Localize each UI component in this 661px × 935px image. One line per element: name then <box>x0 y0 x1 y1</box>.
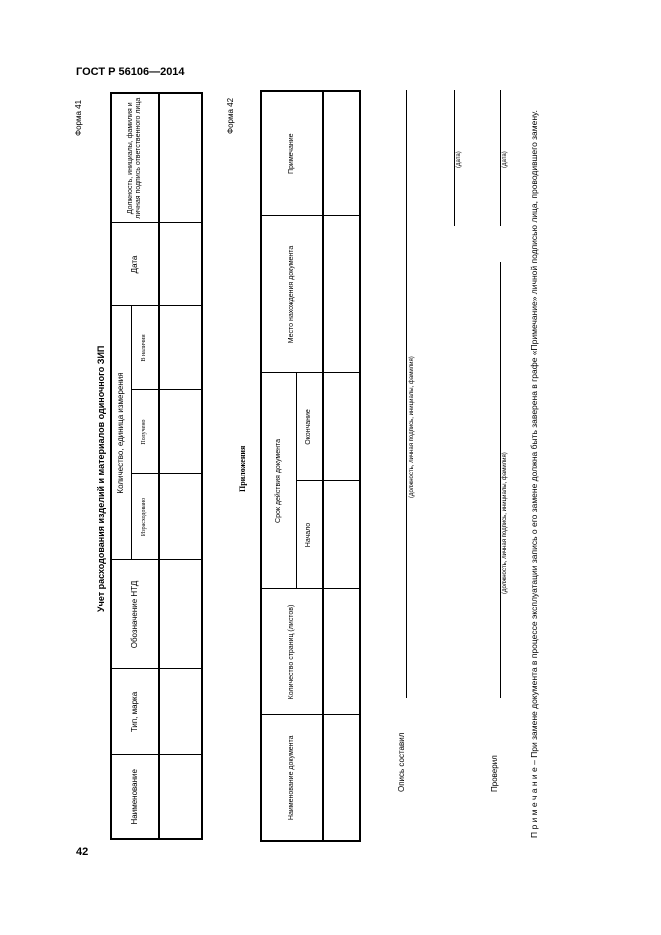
table-cell[interactable] <box>159 223 202 306</box>
table-cell[interactable] <box>159 669 202 755</box>
form42-data-row <box>323 91 360 841</box>
col-type-mark-header: Тип, марка <box>111 669 159 755</box>
col-transferred-header: Израсходовано <box>131 474 159 560</box>
table-cell[interactable] <box>159 390 202 474</box>
table-cell[interactable] <box>159 474 202 560</box>
checked-label: Проверил <box>490 755 499 792</box>
table-cell[interactable] <box>323 91 360 216</box>
col-ntd-header: Обозначение НТД <box>111 560 159 669</box>
compiled-signature-line[interactable] <box>406 90 407 698</box>
form42-title: Приложения <box>238 445 247 492</box>
footnote <box>528 88 541 838</box>
form42-table-wrap <box>260 92 359 842</box>
footnote-lead: П р и м е ч а н и е <box>529 767 539 838</box>
page-number: 42 <box>76 846 89 858</box>
date-caption-2: (дата) <box>502 151 508 168</box>
standard-header: ГОСТ Р 56106—2014 <box>76 66 185 78</box>
table-cell[interactable] <box>159 560 202 669</box>
form41-table <box>110 92 203 840</box>
form41-label: Форма 41 <box>74 99 83 136</box>
table-cell[interactable] <box>323 589 360 715</box>
form42-label: Форма 42 <box>226 97 235 134</box>
form42-table <box>260 90 361 842</box>
col-validity-group-header: Срок действия документа <box>261 373 296 589</box>
col-pages-header: Количество страниц (листов) <box>261 589 323 715</box>
col-remark-header: Примечание <box>261 91 323 216</box>
table-cell[interactable] <box>323 715 360 841</box>
form41-title: Учет расходования изделий и материалов одиночного ЗИП <box>96 345 106 612</box>
compiled-label: Опись составил <box>397 732 406 792</box>
col-responsible-header: Должность, инициалы, фамилия и личная подпись ответственного лица <box>111 93 159 223</box>
table-cell[interactable] <box>323 216 360 373</box>
form41-table-wrap <box>110 94 201 840</box>
checked-signature-line[interactable] <box>500 262 501 698</box>
col-location-header: Место нахождения документа <box>261 216 323 373</box>
compiled-date-line[interactable] <box>454 90 455 226</box>
col-end-header: Окончание <box>296 373 323 481</box>
form41-data-row <box>159 93 202 839</box>
checked-date-line[interactable] <box>500 90 501 226</box>
table-cell[interactable] <box>159 93 202 223</box>
col-name-header: Наименование <box>111 755 159 839</box>
col-date-header: Дата <box>111 223 159 306</box>
col-doc-name-header: Наименование документа <box>261 715 323 841</box>
checked-caption: (должность, личная подпись, инициалы, фамилия) <box>502 452 508 594</box>
col-received-header: Получено <box>131 390 159 474</box>
table-cell[interactable] <box>323 481 360 589</box>
table-cell[interactable] <box>159 755 202 839</box>
col-start-header: Начало <box>296 481 323 589</box>
table-cell[interactable] <box>159 306 202 390</box>
date-caption-1: (дата) <box>456 151 462 168</box>
col-quantity-group-header: Количество, единица измерения <box>111 306 131 560</box>
compiled-caption: (должность, личная подпись, инициалы, фамилия) <box>409 356 415 498</box>
footnote-text: – При замене документа в процессе эксплуатации запись о его замене должна быть заверена в графе «Примечание» личной подписью лица, проводившего замену. <box>529 110 539 768</box>
table-cell[interactable] <box>323 373 360 481</box>
col-available-header: В наличии <box>131 306 159 390</box>
